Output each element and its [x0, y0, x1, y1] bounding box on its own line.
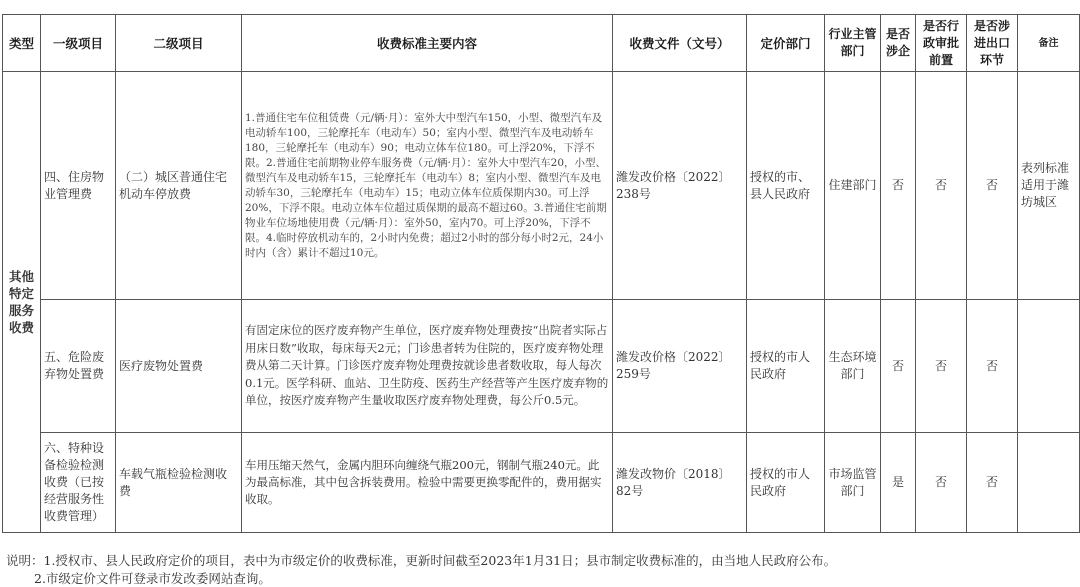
pricing-dept-cell: 授权的市人民政府: [747, 433, 825, 533]
admin-approval-cell: 否: [916, 72, 967, 300]
level1-cell: 四、住房物业管理费: [41, 72, 116, 300]
type-cell: 其他特定服务收费: [3, 72, 41, 533]
involves-enterprise-cell: 是: [881, 433, 916, 533]
table-row: [3, 433, 1080, 533]
content-cell: 1.普通住宅车位租赁费（元/辆·月）：室外大中型汽车150，小型、微型汽车及电动轿车100，三轮摩托车（电动车）50；室内小型、微型汽车及电动轿车180，三轮摩托车（电动车）90；电动立体车位180。可上浮20%，下浮不限。2.普通住宅前期物业停车服务费（元/辆·月）：室外大中型汽车20，小型、微型汽车及电动轿车15，三轮摩托车（电动车）8；室内小型、微型汽车及电动轿车30，三轮摩托车（电动车）15；电动立体车位质保期内30。可上浮20%，下浮不限。电动立体车位超过质保期的最高不超过60。3.普通住宅前期物业车位场地使用费（元/辆·月）：室外50，室内70。可上浮20%，下浮不限。4.临时停放机动车的，2小时内免费；超过2小时的部分每小时2元，24小时内（含）累计不超过10元。: [242, 72, 613, 300]
industry-dept-cell: 生态环境部门: [825, 300, 881, 433]
document-cell: 潍发改物价〔2018〕82号: [613, 433, 747, 533]
industry-dept-cell: 市场监管部门: [825, 433, 881, 533]
footnote-1: 说明：1.授权市、县人民政府定价的项目，表中为市级定价的收费标准，更新时间截至2023年1月31日；县市制定收费标准的，由当地人民政府公布。: [6, 553, 837, 568]
involves-enterprise-cell: 否: [881, 72, 916, 300]
level1-cell: 六、特种设备检验检测收费（已按经营服务性收费管理）: [41, 433, 116, 533]
level2-cell: 医疗废物处置费: [116, 300, 242, 433]
header-type: 类型: [3, 15, 41, 72]
import-export-cell: 否: [967, 300, 1018, 433]
header-level1: 一级项目: [41, 15, 116, 72]
admin-approval-cell: 否: [916, 300, 967, 433]
header-remarks: 备注: [1018, 15, 1080, 72]
remarks-cell: [1018, 433, 1080, 533]
header-row: [3, 15, 1080, 72]
involves-enterprise-cell: 否: [881, 300, 916, 433]
import-export-cell: 否: [967, 72, 1018, 300]
remarks-cell: [1018, 300, 1080, 433]
document-cell: 潍发改价格〔2022〕238号: [613, 72, 747, 300]
level1-cell: 五、危险废弃物处置费: [41, 300, 116, 433]
header-import-export: 是否涉进出口环节: [967, 15, 1018, 72]
header-industry-dept: 行业主管部门: [825, 15, 881, 72]
admin-approval-cell: 否: [916, 433, 967, 533]
header-level2: 二级项目: [116, 15, 242, 72]
table-row: [3, 300, 1080, 433]
content-cell: 有固定床位的医疗废弃物产生单位，医疗废弃物处理费按“出院者实际占用床日数”收取，每床每天2元；门诊患者转为住院的，医疗废弃物处理费从第二天计算。门诊医疗废弃物处理费按就诊患者数收取，每人每次0.1元。医学科研、血站、卫生防疫、医药生产经营等产生医疗废弃物的单位，按医疗废弃物产生量收取医疗废弃物处理费，每公斤0.5元。: [242, 300, 613, 433]
fee-standards-table: [2, 14, 1080, 533]
content-cell: 车用压缩天然气，金属内胆环向缠绕气瓶200元，钢制气瓶240元。此为最高标准，其中包含拆装费用。检验中需要更换零配件的，费用据实收取。: [242, 433, 613, 533]
header-content: 收费标准主要内容: [242, 15, 613, 72]
level2-cell: （二）城区普通住宅机动车停放费: [116, 72, 242, 300]
remarks-cell: 表列标准适用于潍坊城区: [1018, 72, 1080, 300]
document-cell: 潍发改价格〔2022〕259号: [613, 300, 747, 433]
header-pricing-dept: 定价部门: [747, 15, 825, 72]
table-row: [3, 72, 1080, 300]
pricing-dept-cell: 授权的市、县人民政府: [747, 72, 825, 300]
footnote-2: 2.市级定价文件可登录市发改委网站查询。: [34, 571, 271, 586]
header-involves-enterprise: 是否涉企: [881, 15, 916, 72]
industry-dept-cell: 住建部门: [825, 72, 881, 300]
import-export-cell: 否: [967, 433, 1018, 533]
level2-cell: 车载气瓶检验检测收费: [116, 433, 242, 533]
pricing-dept-cell: 授权的市人民政府: [747, 300, 825, 433]
header-admin-approval: 是否行政审批前置: [916, 15, 967, 72]
header-document: 收费文件（文号）: [613, 15, 747, 72]
